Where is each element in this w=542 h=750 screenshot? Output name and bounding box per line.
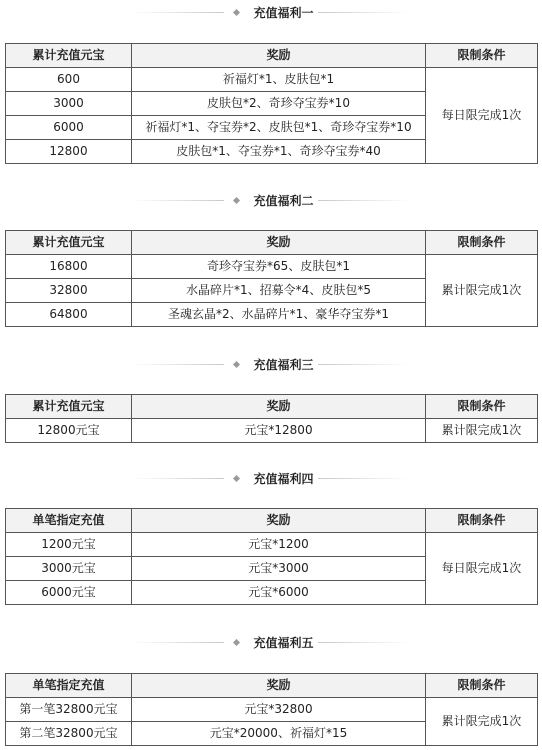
- divider-line: [132, 478, 224, 479]
- divider-line: [132, 12, 224, 13]
- limit-cell: 累计限完成1次: [426, 255, 538, 327]
- table-header-row: [6, 509, 538, 533]
- header-reward: 奖励: [132, 509, 426, 533]
- amount-cell: 600: [6, 68, 132, 92]
- section-title-2: [0, 190, 542, 210]
- reward-cell: 元宝*20000、祈福灯*15: [132, 722, 426, 746]
- section-title-text: 充值福利一: [253, 5, 314, 20]
- reward-cell: 祈福灯*1、夺宝券*2、皮肤包*1、奇珍夺宝券*10: [132, 116, 426, 140]
- table-header-row: [6, 44, 538, 68]
- header-reward: 奖励: [132, 395, 426, 419]
- header-limit: 限制条件: [426, 509, 538, 533]
- reward-cell: 祈福灯*1、皮肤包*1: [132, 68, 426, 92]
- table-row: [6, 255, 538, 279]
- header-reward: 奖励: [132, 674, 426, 698]
- reward-table-3: [5, 394, 538, 443]
- reward-table-2: [5, 230, 538, 327]
- divider-line: [318, 12, 410, 13]
- reward-table-4: [5, 508, 538, 605]
- reward-cell: 元宝*6000: [132, 581, 426, 605]
- header-limit: 限制条件: [426, 395, 538, 419]
- section-title-text: 充值福利四: [253, 471, 314, 486]
- reward-cell: 圣魂玄晶*2、水晶碎片*1、豪华夺宝券*1: [132, 303, 426, 327]
- table-header-row: [6, 674, 538, 698]
- reward-table-1: [5, 43, 538, 164]
- amount-cell: 第一笔32800元宝: [6, 698, 132, 722]
- amount-cell: 32800: [6, 279, 132, 303]
- section-title-5: [0, 632, 542, 652]
- diamond-icon: [233, 474, 240, 481]
- divider-line: [132, 642, 224, 643]
- table-row: [6, 533, 538, 557]
- section-title-text: 充值福利二: [253, 193, 314, 208]
- diamond-icon: [233, 8, 240, 15]
- divider-line: [132, 200, 224, 201]
- limit-cell: 累计限完成1次: [426, 419, 538, 443]
- limit-cell: 每日限完成1次: [426, 68, 538, 164]
- reward-cell: 水晶碎片*1、招募令*4、皮肤包*5: [132, 279, 426, 303]
- divider-line: [318, 200, 410, 201]
- reward-cell: 元宝*32800: [132, 698, 426, 722]
- section-title-3: [0, 354, 542, 374]
- reward-cell: 奇珍夺宝券*65、皮肤包*1: [132, 255, 426, 279]
- reward-cell: 皮肤包*1、夺宝券*1、奇珍夺宝券*40: [132, 140, 426, 164]
- section-title-1: [0, 2, 542, 22]
- section-title-text: 充值福利三: [253, 357, 314, 372]
- header-amount: 累计充值元宝: [6, 231, 132, 255]
- amount-cell: 12800: [6, 140, 132, 164]
- table-row: [6, 68, 538, 92]
- table-row: [6, 419, 538, 443]
- section-title-4: [0, 468, 542, 488]
- reward-cell: 元宝*1200: [132, 533, 426, 557]
- divider-line: [318, 642, 410, 643]
- amount-cell: 12800元宝: [6, 419, 132, 443]
- table-header-row: [6, 231, 538, 255]
- header-amount: 单笔指定充值: [6, 674, 132, 698]
- divider-line: [132, 364, 224, 365]
- divider-line: [318, 364, 410, 365]
- header-reward: 奖励: [132, 231, 426, 255]
- amount-cell: 16800: [6, 255, 132, 279]
- limit-cell: 每日限完成1次: [426, 533, 538, 605]
- reward-cell: 元宝*12800: [132, 419, 426, 443]
- table-header-row: [6, 395, 538, 419]
- reward-cell: 皮肤包*2、奇珍夺宝券*10: [132, 92, 426, 116]
- amount-cell: 3000元宝: [6, 557, 132, 581]
- amount-cell: 64800: [6, 303, 132, 327]
- table-row: [6, 698, 538, 722]
- header-amount: 累计充值元宝: [6, 395, 132, 419]
- amount-cell: 6000: [6, 116, 132, 140]
- amount-cell: 3000: [6, 92, 132, 116]
- header-limit: 限制条件: [426, 231, 538, 255]
- header-limit: 限制条件: [426, 44, 538, 68]
- diamond-icon: [233, 196, 240, 203]
- limit-cell: 累计限完成1次: [426, 698, 538, 746]
- reward-cell: 元宝*3000: [132, 557, 426, 581]
- header-limit: 限制条件: [426, 674, 538, 698]
- amount-cell: 1200元宝: [6, 533, 132, 557]
- header-reward: 奖励: [132, 44, 426, 68]
- amount-cell: 6000元宝: [6, 581, 132, 605]
- amount-cell: 第二笔32800元宝: [6, 722, 132, 746]
- header-amount: 累计充值元宝: [6, 44, 132, 68]
- reward-table-5: [5, 673, 538, 746]
- diamond-icon: [233, 638, 240, 645]
- divider-line: [318, 478, 410, 479]
- header-amount: 单笔指定充值: [6, 509, 132, 533]
- section-title-text: 充值福利五: [253, 635, 314, 650]
- diamond-icon: [233, 360, 240, 367]
